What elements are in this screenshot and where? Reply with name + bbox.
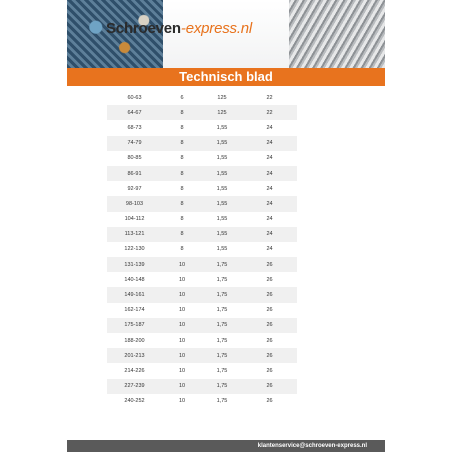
- table-cell: 1,55: [216, 200, 228, 207]
- table-cell: 10: [178, 261, 186, 268]
- table-cell: 24: [266, 155, 273, 162]
- table-cell: 24: [266, 246, 273, 253]
- table-cell: 175-187: [124, 322, 145, 329]
- table-cell: 122-130: [124, 246, 145, 253]
- table-cell: 162-174: [124, 307, 145, 314]
- table-cell: 8: [180, 231, 184, 238]
- table-row: [107, 303, 297, 318]
- table-cell: 92-97: [127, 185, 142, 192]
- table-cell: 10: [178, 383, 186, 390]
- table-cell: 10: [178, 398, 186, 405]
- table-cell: 24: [266, 185, 273, 192]
- table-row: [107, 272, 297, 287]
- table-cell: 125: [217, 94, 227, 101]
- table-cell: 26: [266, 261, 273, 268]
- table-cell: 24: [266, 200, 273, 207]
- table-cell: 240-252: [124, 398, 145, 405]
- table-cell: 10: [178, 322, 186, 329]
- table-row: [107, 363, 297, 378]
- page-title: Technisch blad: [67, 68, 385, 86]
- table-cell: 1,55: [216, 231, 228, 238]
- table-row: [107, 318, 297, 333]
- table-cell: 1,75: [216, 337, 228, 344]
- table-cell: 26: [266, 322, 273, 329]
- table-cell: 86-91: [127, 170, 142, 177]
- table-row: [107, 212, 297, 227]
- table-row: [107, 348, 297, 363]
- table-row: [107, 242, 297, 257]
- table-cell: 1,55: [216, 140, 228, 147]
- table-cell: 1,55: [216, 185, 228, 192]
- table-cell: 8: [180, 155, 184, 162]
- table-cell: 60-63: [127, 94, 142, 101]
- table-cell: 1,75: [216, 367, 228, 374]
- table-cell: 1,55: [216, 155, 228, 162]
- table-row: [107, 196, 297, 211]
- table-cell: 8: [180, 200, 184, 207]
- table-cell: 227-239: [124, 383, 145, 390]
- table-cell: 125: [217, 109, 227, 116]
- table-cell: 24: [266, 140, 273, 147]
- table-cell: 8: [180, 124, 184, 131]
- table-cell: 1,75: [216, 322, 228, 329]
- table-cell: 10: [178, 367, 186, 374]
- table-cell: 1,55: [216, 170, 228, 177]
- footer-bar: [67, 440, 385, 452]
- table-row: [107, 151, 297, 166]
- table-cell: 113-121: [124, 231, 145, 238]
- table-cell: 8: [180, 170, 184, 177]
- table-cell: 1,75: [216, 292, 228, 299]
- table-cell: 10: [178, 352, 186, 359]
- table-row: [107, 333, 297, 348]
- table-cell: 10: [178, 337, 186, 344]
- table-cell: 8: [180, 246, 184, 253]
- table-cell: 24: [266, 124, 273, 131]
- table-cell: 80-85: [127, 155, 142, 162]
- table-cell: 10: [178, 276, 186, 283]
- table-row: [107, 379, 297, 394]
- table-cell: 26: [266, 383, 273, 390]
- logo-accent-text: -express.nl: [180, 20, 253, 37]
- table-cell: 1,75: [216, 261, 228, 268]
- site-logo[interactable]: [106, 20, 252, 37]
- table-cell: 26: [266, 307, 273, 314]
- table-cell: 131-139: [124, 261, 145, 268]
- table-cell: 10: [178, 292, 186, 299]
- table-row: [107, 166, 297, 181]
- table-cell: 1,75: [216, 352, 228, 359]
- table-cell: 1,75: [216, 383, 228, 390]
- table-cell: 64-67: [127, 109, 142, 116]
- table-row: [107, 136, 297, 151]
- table-cell: 149-161: [124, 292, 145, 299]
- table-cell: 1,75: [216, 276, 228, 283]
- table-cell: 8: [180, 185, 184, 192]
- table-cell: 24: [266, 170, 273, 177]
- table-cell: 8: [180, 109, 184, 116]
- table-cell: 6: [180, 94, 184, 101]
- table-row: [107, 227, 297, 242]
- logo-main-text: Schroeven: [106, 20, 181, 37]
- table-cell: 188-200: [124, 337, 145, 344]
- table-cell: 22: [266, 94, 273, 101]
- table-cell: 8: [180, 140, 184, 147]
- table-row: [107, 181, 297, 196]
- footer-email-link[interactable]: klantenservice@schroeven-express.nl: [257, 443, 367, 449]
- table-row: [107, 90, 297, 105]
- table-cell: 201-213: [124, 352, 145, 359]
- table-cell: 1,75: [216, 398, 228, 405]
- table-cell: 8: [180, 216, 184, 223]
- table-row: [107, 287, 297, 302]
- table-row: [107, 105, 297, 120]
- table-cell: 26: [266, 398, 273, 405]
- table-cell: 98-103: [125, 200, 144, 207]
- table-cell: 1,75: [216, 307, 228, 314]
- screws-photo: [289, 0, 385, 68]
- table-cell: 104-112: [124, 216, 145, 223]
- table-row: [107, 120, 297, 135]
- table-cell: 24: [266, 231, 273, 238]
- table-cell: 140-148: [124, 276, 145, 283]
- table-cell: 10: [178, 307, 186, 314]
- table-cell: 1,55: [216, 124, 228, 131]
- table-cell: 26: [266, 292, 273, 299]
- table-cell: 74-79: [127, 140, 142, 147]
- table-cell: 26: [266, 337, 273, 344]
- table-cell: 26: [266, 352, 273, 359]
- table-cell: 68-73: [127, 124, 142, 131]
- spec-table: [107, 90, 297, 409]
- table-cell: 214-226: [124, 367, 145, 374]
- table-cell: 24: [266, 216, 273, 223]
- table-row: [107, 394, 297, 409]
- table-cell: 26: [266, 367, 273, 374]
- table-cell: 22: [266, 109, 273, 116]
- table-cell: 1,55: [216, 216, 228, 223]
- table-cell: 26: [266, 276, 273, 283]
- table-row: [107, 257, 297, 272]
- table-cell: 1,55: [216, 246, 228, 253]
